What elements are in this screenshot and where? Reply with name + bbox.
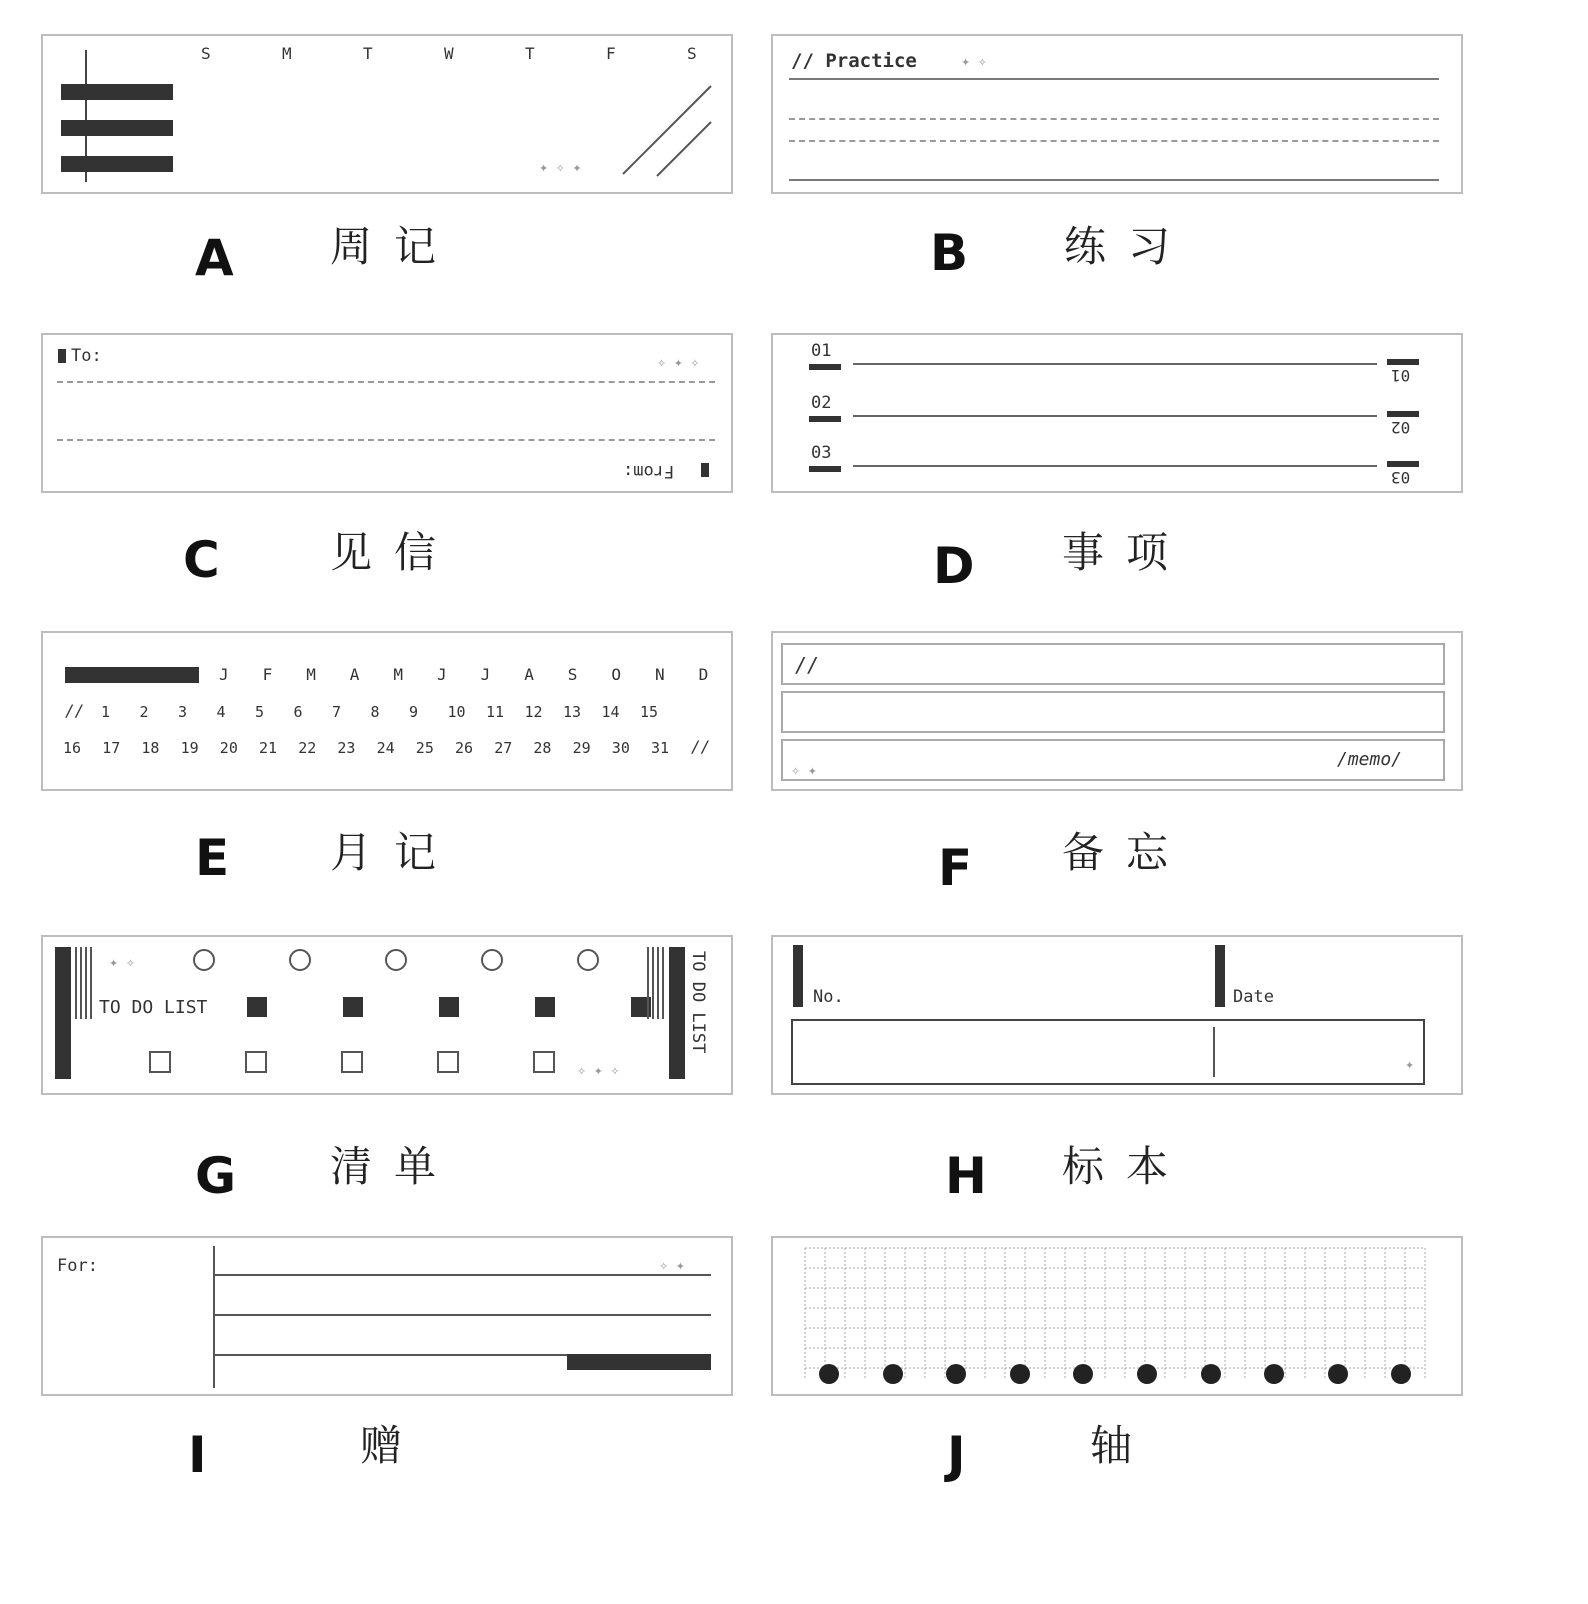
card-d-letter: D bbox=[933, 537, 975, 595]
dot-icon bbox=[1010, 1364, 1030, 1384]
weekday-label: T bbox=[363, 44, 373, 63]
item-underline bbox=[809, 416, 841, 422]
ruled-line bbox=[789, 78, 1439, 80]
thick-bar bbox=[65, 667, 199, 683]
card-g-letter: G bbox=[195, 1147, 237, 1205]
day-number: 24 bbox=[376, 739, 395, 757]
for-label: For: bbox=[57, 1256, 98, 1276]
card-i-letter: I bbox=[188, 1426, 207, 1484]
thick-bar bbox=[567, 1354, 711, 1370]
item-line bbox=[853, 465, 1377, 467]
item-line bbox=[853, 415, 1377, 417]
item-number-flipped: 03 bbox=[1391, 468, 1411, 487]
filled-square-icon bbox=[439, 997, 459, 1017]
day-number: 26 bbox=[455, 739, 474, 757]
card-g-todo bbox=[41, 935, 733, 1095]
sparkle-decoration: ✧ ✦ bbox=[791, 765, 819, 778]
day-number: 3 bbox=[178, 703, 188, 721]
day-number: 17 bbox=[102, 739, 121, 757]
date-slash: // bbox=[691, 737, 711, 756]
card-e-monthly bbox=[41, 631, 733, 791]
memo-label: /memo/ bbox=[1337, 749, 1403, 770]
month-label: N bbox=[655, 665, 665, 684]
date-label: Date bbox=[1233, 987, 1274, 1007]
letter-to-label: To: bbox=[71, 346, 102, 366]
dashed-line bbox=[789, 140, 1439, 142]
sparkle-decoration: ✧ ✦ ✧ bbox=[657, 357, 702, 370]
thin-lines bbox=[647, 947, 665, 1019]
day-number: 20 bbox=[219, 739, 238, 757]
weekday-label: W bbox=[444, 44, 454, 63]
diagonal-lines bbox=[43, 36, 733, 194]
dashed-line bbox=[57, 381, 715, 383]
sparkle-decoration: ✦ bbox=[1405, 1059, 1417, 1072]
thick-bar bbox=[55, 947, 71, 1079]
item-number: 03 bbox=[811, 443, 832, 463]
dot-icon bbox=[1328, 1364, 1348, 1384]
card-d-items bbox=[771, 333, 1463, 493]
circle-icon bbox=[577, 949, 599, 971]
weekday-label: S bbox=[687, 44, 697, 63]
month-label: F bbox=[262, 665, 273, 684]
card-a-name: 周记 bbox=[330, 222, 459, 271]
filled-square-icon bbox=[535, 997, 555, 1017]
card-h-letter: H bbox=[945, 1147, 987, 1205]
filled-square-icon bbox=[247, 997, 267, 1017]
weekday-label: S bbox=[201, 44, 211, 63]
memo-box bbox=[781, 691, 1445, 733]
sparkle-decoration: ✦ ✧ bbox=[961, 56, 989, 69]
vertical-bar bbox=[1215, 945, 1225, 1007]
item-line bbox=[853, 363, 1377, 365]
letter-from-label: From: bbox=[623, 461, 675, 481]
empty-square-icon bbox=[533, 1051, 555, 1073]
card-f-name: 备忘 bbox=[1062, 828, 1191, 877]
grid-pattern bbox=[773, 1238, 1463, 1396]
day-number: 22 bbox=[298, 739, 317, 757]
ruled-line bbox=[215, 1274, 711, 1276]
item-number: 01 bbox=[811, 341, 832, 361]
card-j-letter: J bbox=[947, 1426, 966, 1484]
day-number: 16 bbox=[63, 739, 82, 757]
todo-label: TO DO LIST bbox=[99, 997, 208, 1018]
vertical-line bbox=[213, 1246, 215, 1388]
thin-lines bbox=[75, 947, 93, 1019]
month-label: J bbox=[480, 665, 491, 684]
item-end-bar bbox=[1387, 461, 1419, 467]
memo-prefix: // bbox=[795, 653, 820, 677]
month-label: A bbox=[524, 665, 534, 684]
card-e-name: 月记 bbox=[330, 828, 459, 877]
vertical-bar bbox=[793, 945, 803, 1007]
dot-icon bbox=[1137, 1364, 1157, 1384]
square-marker bbox=[701, 463, 709, 477]
card-e-letter: E bbox=[195, 829, 230, 887]
day-number: 10 bbox=[447, 703, 466, 721]
month-label: O bbox=[611, 665, 622, 684]
card-f-memo bbox=[771, 631, 1463, 791]
item-end-bar bbox=[1387, 359, 1419, 365]
thick-bar bbox=[669, 947, 685, 1079]
card-d-name: 事项 bbox=[1062, 528, 1191, 577]
day-number: 27 bbox=[494, 739, 513, 757]
day-number: 6 bbox=[293, 703, 303, 721]
ruled-line bbox=[215, 1314, 711, 1316]
dashed-line bbox=[57, 439, 715, 441]
card-b-letter: B bbox=[930, 224, 969, 282]
day-number: 23 bbox=[337, 739, 356, 757]
circle-icon bbox=[385, 949, 407, 971]
dot-icon bbox=[1201, 1364, 1221, 1384]
day-number: 25 bbox=[415, 739, 434, 757]
day-number: 11 bbox=[486, 703, 505, 721]
dot-icon bbox=[883, 1364, 903, 1384]
practice-label: // Practice bbox=[791, 50, 917, 72]
no-label: No. bbox=[813, 987, 844, 1007]
card-h-name: 标本 bbox=[1062, 1142, 1191, 1191]
day-number: 12 bbox=[524, 703, 543, 721]
weekday-label: M bbox=[282, 44, 292, 63]
dot-icon bbox=[819, 1364, 839, 1384]
day-number: 1 bbox=[101, 703, 111, 721]
sparkle-decoration: ✦ ✧ bbox=[109, 957, 137, 970]
square-marker bbox=[58, 349, 66, 363]
card-c-letter-label: C bbox=[183, 531, 220, 589]
card-a-weekly bbox=[41, 34, 733, 194]
item-underline bbox=[809, 364, 841, 370]
todo-label-vertical: TO DO LIST bbox=[688, 951, 708, 1054]
month-label: M bbox=[393, 665, 404, 684]
day-number: 14 bbox=[601, 703, 620, 721]
day-number: 18 bbox=[141, 739, 160, 757]
item-end-bar bbox=[1387, 411, 1419, 417]
day-number: 29 bbox=[572, 739, 591, 757]
weekday-label: T bbox=[525, 44, 535, 63]
day-number: 4 bbox=[216, 703, 226, 721]
day-number: 28 bbox=[533, 739, 552, 757]
day-number: 8 bbox=[370, 703, 380, 721]
day-number: 15 bbox=[640, 703, 659, 721]
month-label: S bbox=[567, 665, 578, 684]
ruled-line bbox=[789, 179, 1439, 181]
specimen-box bbox=[791, 1019, 1425, 1085]
item-number-flipped: 02 bbox=[1391, 418, 1411, 437]
card-f-letter: F bbox=[938, 839, 973, 897]
day-number: 13 bbox=[563, 703, 582, 721]
item-number: 02 bbox=[811, 393, 832, 413]
card-h-specimen bbox=[771, 935, 1463, 1095]
card-j-axis bbox=[771, 1236, 1463, 1396]
card-b-name: 练习 bbox=[1064, 222, 1193, 271]
box-divider bbox=[1213, 1027, 1215, 1077]
filled-square-icon bbox=[343, 997, 363, 1017]
day-number: 5 bbox=[255, 703, 265, 721]
item-number-flipped: 01 bbox=[1391, 366, 1411, 385]
day-number: 21 bbox=[259, 739, 278, 757]
empty-square-icon bbox=[149, 1051, 171, 1073]
day-number: 7 bbox=[332, 703, 342, 721]
card-c-letter bbox=[41, 333, 733, 493]
empty-square-icon bbox=[437, 1051, 459, 1073]
month-label: D bbox=[698, 665, 709, 684]
weekday-label: F bbox=[606, 44, 616, 63]
month-label: M bbox=[306, 665, 316, 684]
date-slash: // bbox=[65, 701, 85, 720]
day-number: 2 bbox=[139, 703, 149, 721]
sparkle-decoration: ✦ ✧ ✦ bbox=[539, 162, 584, 175]
sparkle-decoration: ✧ ✦ bbox=[659, 1260, 687, 1273]
day-number: 9 bbox=[409, 703, 419, 721]
day-number: 31 bbox=[651, 739, 670, 757]
card-b-practice bbox=[771, 34, 1463, 194]
card-i-name: 赠 bbox=[360, 1421, 425, 1470]
card-g-name: 清单 bbox=[330, 1142, 459, 1191]
item-underline bbox=[809, 466, 841, 472]
card-a-letter: A bbox=[195, 229, 234, 287]
circle-icon bbox=[481, 949, 503, 971]
day-number: 30 bbox=[611, 739, 630, 757]
day-number: 19 bbox=[180, 739, 199, 757]
circle-icon bbox=[193, 949, 215, 971]
card-c-name: 见信 bbox=[330, 528, 459, 577]
dashed-line bbox=[789, 118, 1439, 120]
memo-box bbox=[781, 643, 1445, 685]
card-i-gift bbox=[41, 1236, 733, 1396]
sparkle-decoration: ✧ ✦ ✧ bbox=[577, 1065, 622, 1078]
circle-icon bbox=[289, 949, 311, 971]
month-label: J bbox=[219, 665, 229, 684]
month-label: J bbox=[437, 665, 447, 684]
empty-square-icon bbox=[341, 1051, 363, 1073]
card-j-name: 轴 bbox=[1090, 1421, 1155, 1470]
empty-square-icon bbox=[245, 1051, 267, 1073]
month-label: A bbox=[349, 665, 360, 684]
